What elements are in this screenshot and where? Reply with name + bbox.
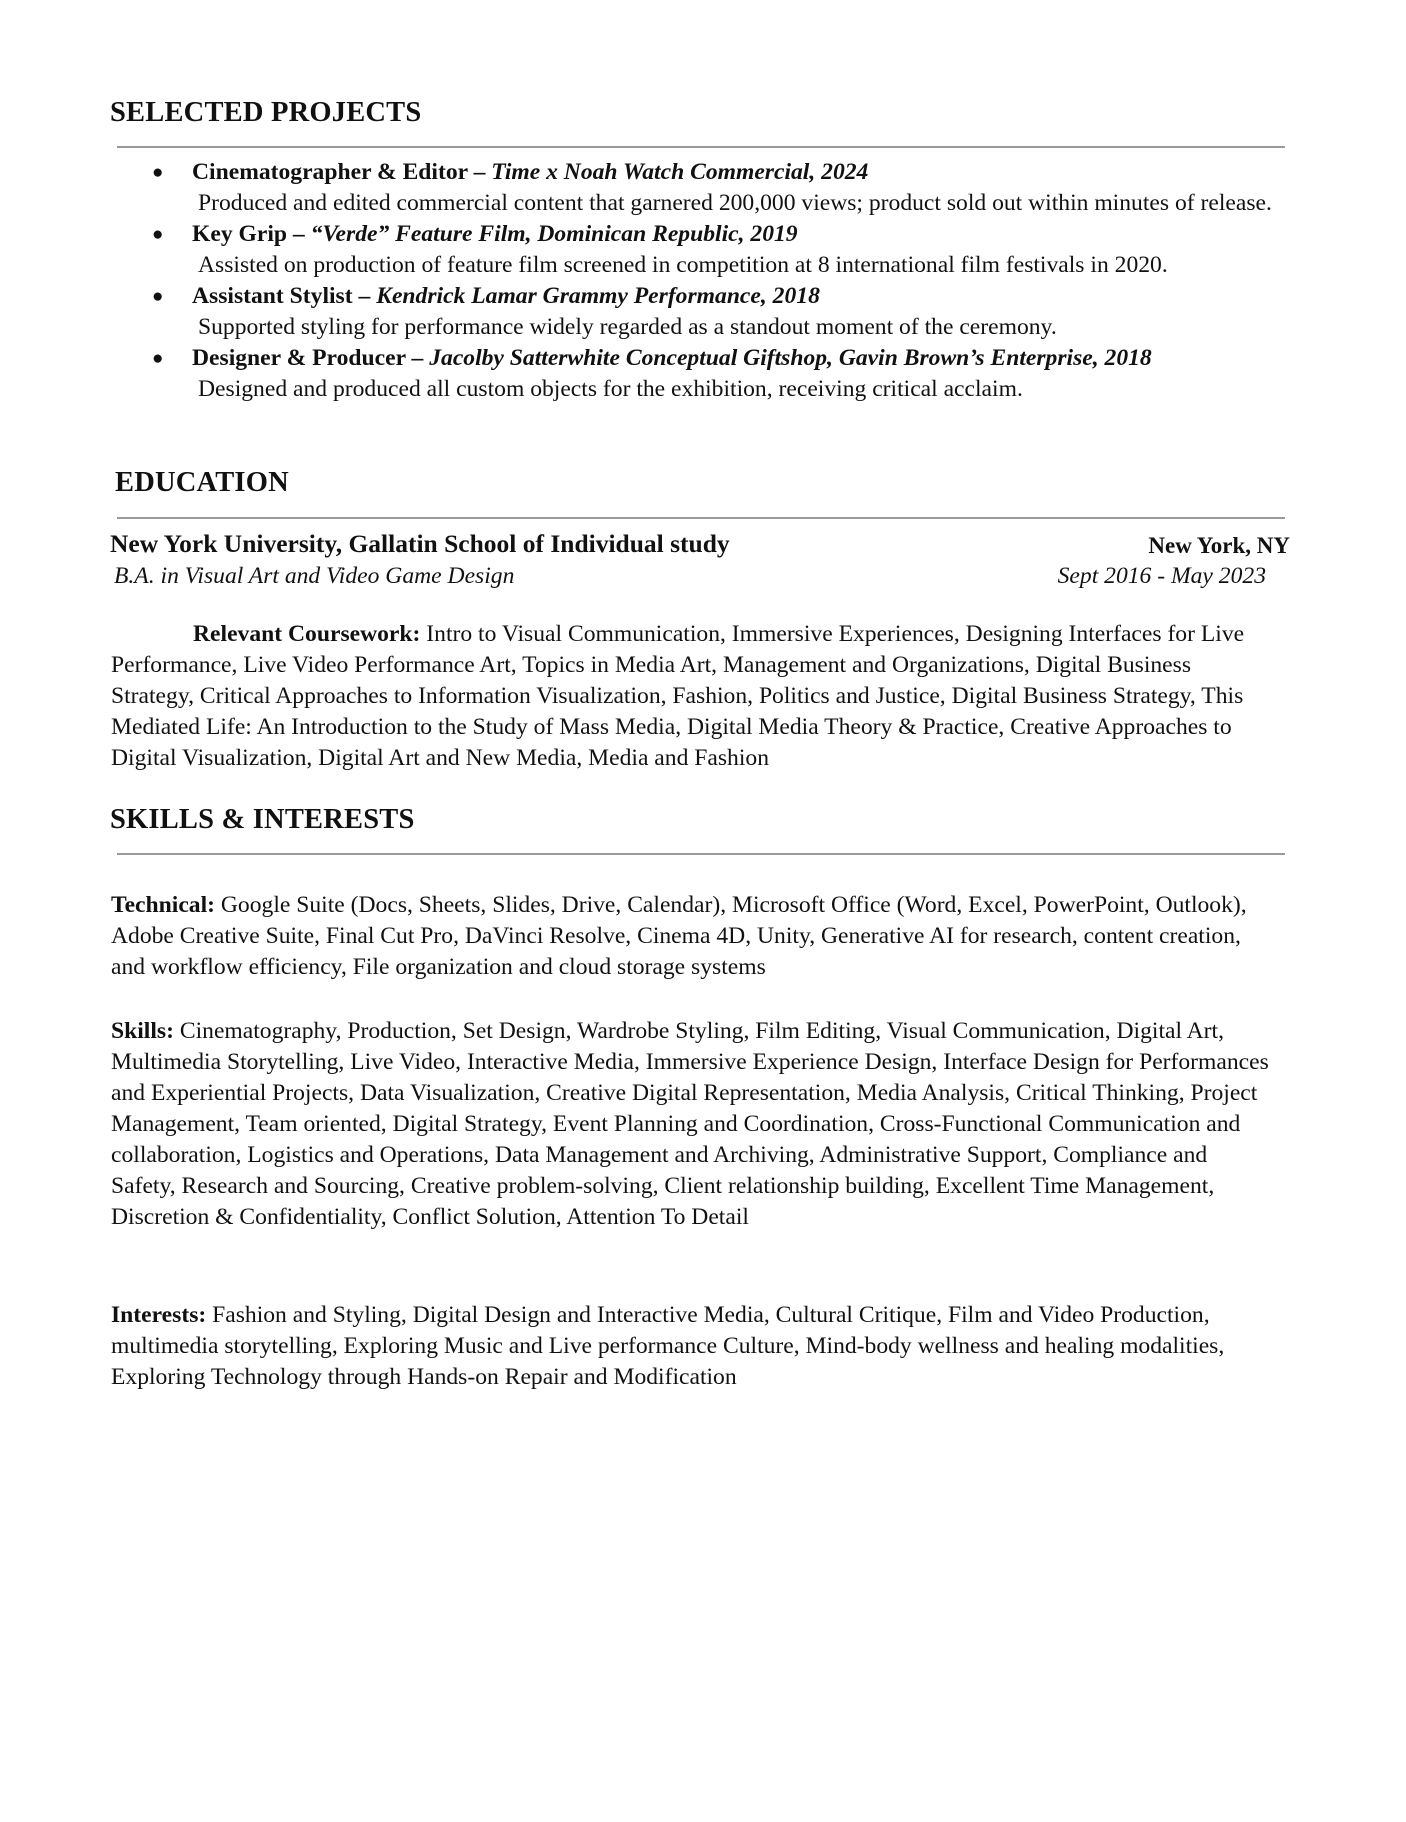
project-role: Key Grip – <box>192 221 311 247</box>
project-item <box>150 281 1300 343</box>
skills-text: Cinematography, Production, Set Design, Wardrobe Styling, Film Editing, Visual Communication, Digital Art, Multimedia Storytelling, Live Video, Interactive Media, Immersive Experience Design, Interface Design for Performances and Experiential Projects, Data Visualization, Creative Digital Representation, Media Analysis, Critical Thinking, Project Management, Team oriented, Digital Strategy, Event Planning and Coordination, Cross-Functional Communication and collaboration, Logistics and Operations, Data Management and Archiving, Administrative Support, Compliance and Safety, Research and Sourcing, Creative problem-solving, Client relationship building, Excellent Time Management, Discretion & Confidentiality, Conflict Solution, Attention To Detail <box>111 1018 1269 1230</box>
bullet-icon: ● <box>152 286 164 307</box>
project-description: Supported styling for performance widely regarded as a standout moment of the ceremony. <box>198 314 1057 340</box>
project-subtitle: Time x Noah Watch Commercial, 2024 <box>491 159 869 185</box>
project-subtitle: Jacolby Satterwhite Conceptual Giftshop, Gavin Brown’s Enterprise, 2018 <box>429 345 1152 371</box>
technical-label: Technical: <box>111 892 215 918</box>
project-description: Assisted on production of feature film screened in competition at 8 international film festivals in 2020. <box>198 252 1168 278</box>
interests-text: Fashion and Styling, Digital Design and Interactive Media, Cultural Critique, Film and Video Production, multimedia storytelling, Exploring Music and Live performance Culture, Mind-body wellness and healing modalities, Exploring Technology through Hands-on Repair and Modification <box>111 1302 1225 1390</box>
section-heading-education: EDUCATION <box>115 467 289 498</box>
section-heading-skills: SKILLS & INTERESTS <box>110 804 415 835</box>
project-subtitle: Kendrick Lamar Grammy Performance, 2018 <box>376 283 820 309</box>
degree: B.A. in Visual Art and Video Game Design <box>114 563 515 589</box>
bullet-icon: ● <box>152 224 164 245</box>
project-subtitle: “Verde” Feature Film, Dominican Republic, 2019 <box>310 221 798 247</box>
project-role: Cinematographer & Editor – <box>192 159 492 185</box>
skills-label: Skills: <box>111 1018 174 1044</box>
interests-paragraph <box>111 1300 1276 1393</box>
interests-label: Interests: <box>111 1302 207 1328</box>
project-role: Assistant Stylist – <box>192 283 377 309</box>
technical-text: Google Suite (Docs, Sheets, Slides, Drive, Calendar), Microsoft Office (Word, Excel, PowerPoint, Outlook), Adobe Creative Suite, Final Cut Pro, DaVinci Resolve, Cinema 4D, Unity, Generative AI for research, content creation, and workflow efficiency, File organization and cloud storage systems <box>111 892 1247 980</box>
school-name: New York University, Gallatin School of Individual study <box>110 529 730 558</box>
coursework-text: Intro to Visual Communication, Immersive Experiences, Designing Interfaces for Live Performance, Live Video Performance Art, Topics in Media Art, Management and Organizations, Digital Business Strategy, Critical Approaches to Information Visualization, Fashion, Politics and Justice, Digital Business Strategy, This Mediated Life: An Introduction to the Study of Mass Media, Digital Media Theory & Practice, Creative Approaches to Digital Visualization, Digital Art and New Media, Media and Fashion <box>111 621 1245 771</box>
section-heading-projects: SELECTED PROJECTS <box>110 97 422 128</box>
technical-paragraph <box>111 890 1276 983</box>
section-divider <box>117 853 1285 855</box>
skills-paragraph <box>111 1016 1276 1233</box>
education-dates: Sept 2016 - May 2023 <box>1057 563 1266 589</box>
project-item <box>150 157 1300 219</box>
bullet-icon: ● <box>152 162 164 183</box>
coursework-paragraph <box>111 619 1276 774</box>
section-divider <box>117 146 1285 148</box>
bullet-icon: ● <box>152 348 164 369</box>
project-description: Produced and edited commercial content that garnered 200,000 views; product sold out within minutes of release. <box>198 190 1272 216</box>
project-role: Designer & Producer – <box>192 345 430 371</box>
projects-list <box>150 157 1300 405</box>
project-item <box>150 219 1300 281</box>
section-divider <box>117 517 1285 519</box>
project-item <box>150 343 1300 405</box>
coursework-label: Relevant Coursework: <box>193 621 421 647</box>
project-description: Designed and produced all custom objects for the exhibition, receiving critical acclaim. <box>198 376 1023 402</box>
school-location: New York, NY <box>1148 533 1290 558</box>
